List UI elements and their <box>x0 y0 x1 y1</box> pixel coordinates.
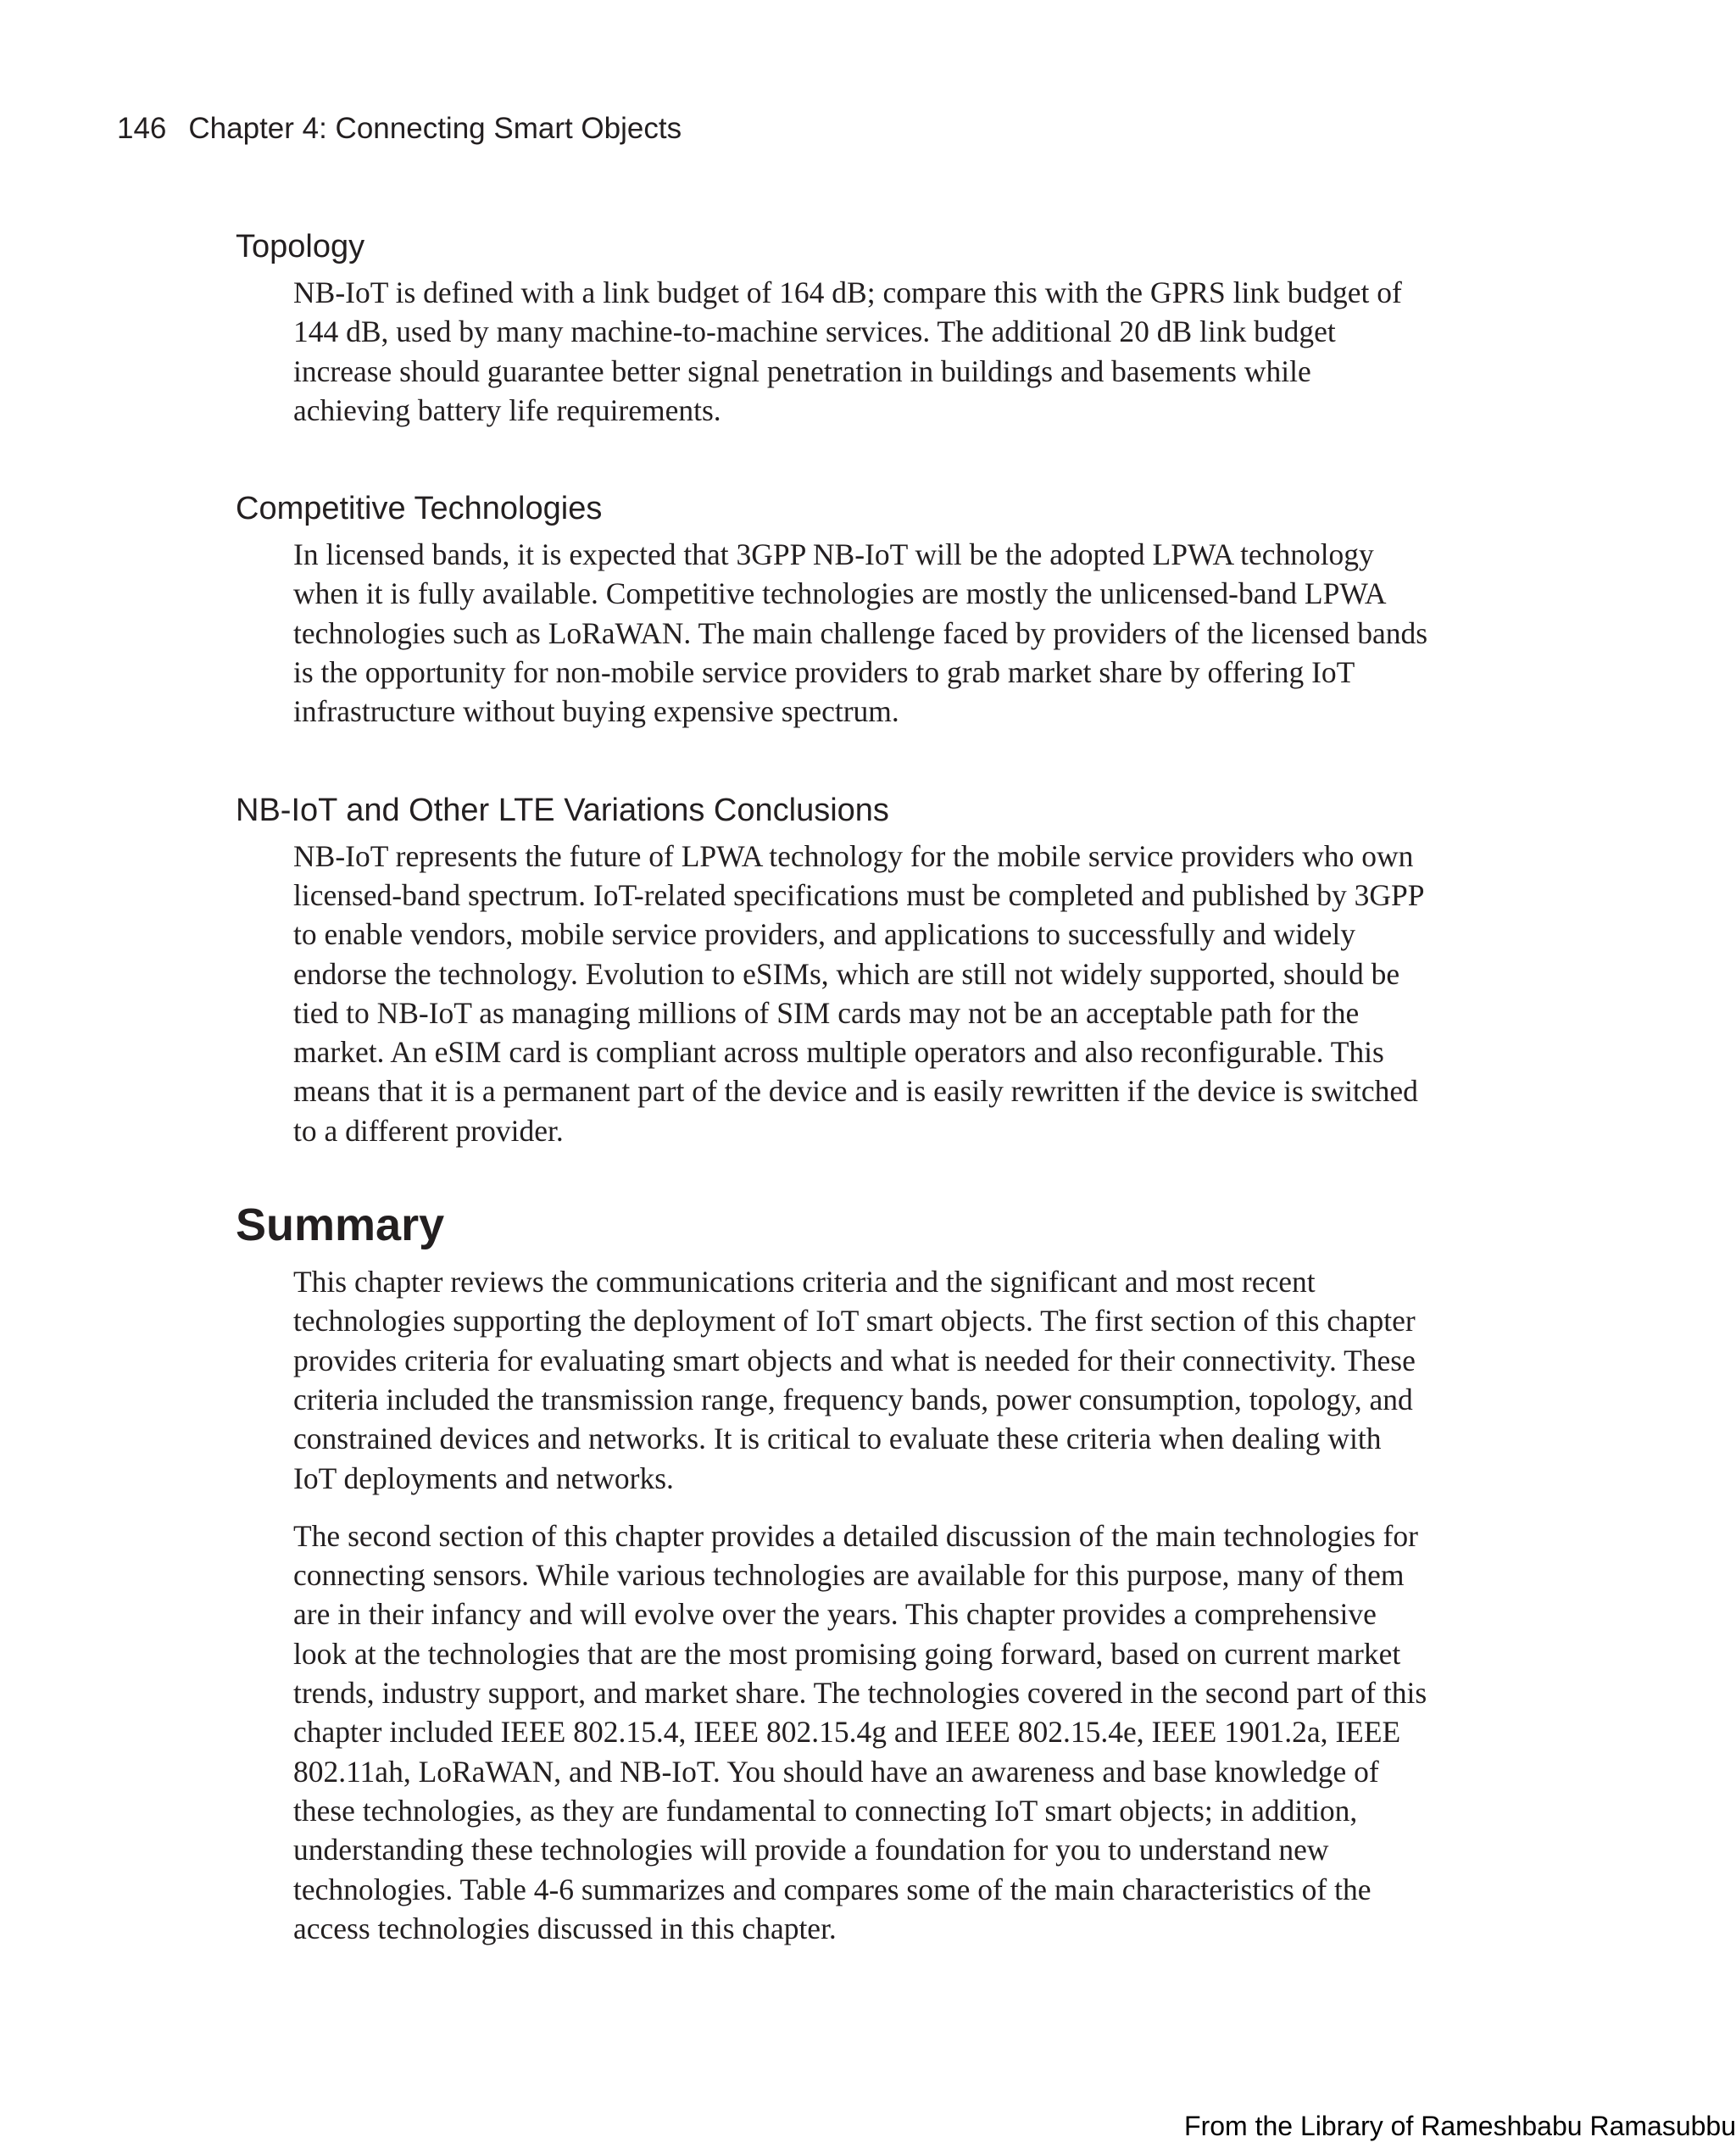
chapter-title: Chapter 4: Connecting Smart Objects <box>188 112 682 145</box>
section-topology <box>236 227 1456 430</box>
section-nbiot-conclusions <box>236 791 1456 1150</box>
section-heading: Competitive Technologies <box>236 491 603 527</box>
page-number: 146 <box>117 112 167 145</box>
section-competitive-technologies <box>236 489 1456 731</box>
section-heading: NB-IoT and Other LTE Variations Conclusions <box>236 792 889 828</box>
section-heading: Topology <box>236 229 365 264</box>
library-footer: From the Library of Rameshbabu Ramasubbu <box>1184 2111 1736 2141</box>
running-header <box>117 112 682 146</box>
body-paragraph: In licensed bands, it is expected that 3GPP NB-IoT will be the adopted LPWA technology when it is fully available. Competitive technologies are mostly the unlicensed-band LPWA technologies such as LoRaWAN. The main challenge faced by providers of the licensed bands is the opportunity for non-mobile service providers to grab market share by offering IoT infrastructure without buying expensive spectrum. <box>293 537 1428 729</box>
body-paragraph: The second section of this chapter provides a detailed discussion of the main technologies for connecting sensors. While various technologies are available for this purpose, many of them are in their infancy and will evolve over the years. This chapter provides a comprehensive look at the technologies that are the most promising going forward, based on current market trends, industry support, and market share. The technologies covered in the second part of this chapter included IEEE 802.15.4, IEEE 802.15.4g and IEEE 802.15.4e, IEEE 1901.2a, IEEE 802.11ah, LoRaWAN, and NB-IoT. You should have an awareness and base knowledge of these technologies, as they are fundamental to connecting IoT smart objects; in addition, understanding these technologies will provide a foundation for you to understand new technologies. Table 4-6 summarizes and compares some of the main characteristics of the access technologies discussed in this chapter. <box>293 1518 1427 1945</box>
section-summary <box>236 1198 1456 1948</box>
body-paragraph: NB-IoT represents the future of LPWA technology for the mobile service providers who own licensed-band spectrum. IoT-related specifications must be completed and published by 3GPP to enable vendors, mobile service providers, and applications to successfully and widely endorse the technology. Evolution to eSIMs, which are still not widely supported, should be tied to NB-IoT as managing millions of SIM cards may not be an acceptable path for the market. An eSIM card is compliant across multiple operators and also reconfigurable. This means that it is a permanent part of the device and is easily rewritten if the device is switched to a different provider. <box>293 838 1424 1148</box>
body-paragraph: NB-IoT is defined with a link budget of 164 dB; compare this with the GPRS link budget of 144 dB, used by many machine-to-machine services. The additional 20 dB link budget increase should guarantee better signal penetration in buildings and basements while achieving battery life requirements. <box>293 275 1402 427</box>
page-content <box>236 227 1456 2007</box>
summary-heading: Summary <box>236 1199 445 1251</box>
body-paragraph: This chapter reviews the communications criteria and the significant and most recent technologies supporting the deployment of IoT smart objects. The first section of this chapter provides criteria for evaluating smart objects and what is needed for their connectivity. These criteria included the transmission range, frequency bands, power consumption, topology, and constrained devices and networks. It is critical to evaluate these criteria when dealing with IoT deployments and networks. <box>293 1265 1416 1495</box>
